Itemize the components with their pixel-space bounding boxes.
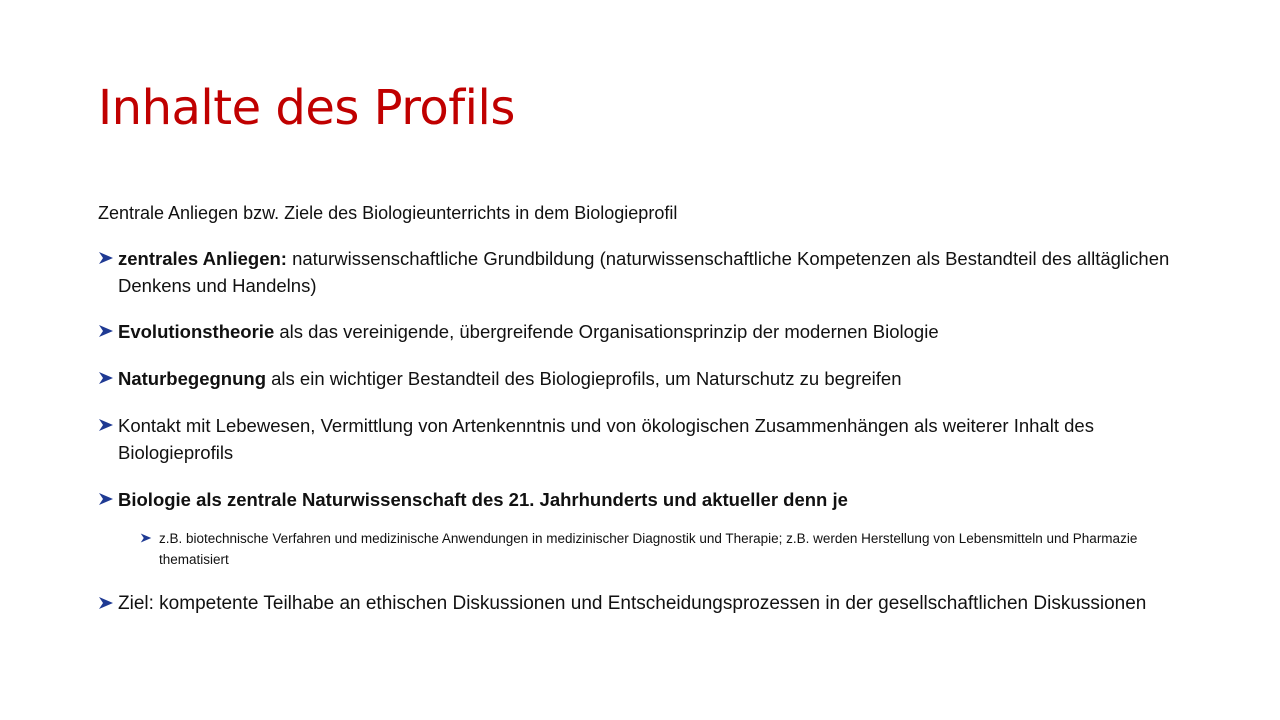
arrowhead-bullet-icon (140, 532, 152, 544)
intro-text: Zentrale Anliegen bzw. Ziele des Biologieunterrichts in dem Biologieprofil (98, 203, 678, 223)
bullet-bold: Naturbegegnung (118, 368, 266, 389)
slide-title: Inhalte des Profils (98, 80, 515, 136)
arrowhead-bullet-icon (98, 250, 114, 266)
bullet-item (98, 590, 1188, 617)
bullet-item (98, 412, 1188, 466)
arrowhead-bullet-icon (98, 323, 114, 339)
bullet-bold: Evolutionstheorie (118, 321, 275, 342)
bullet-text: Ziel: kompetente Teilhabe an ethischen Diskussionen und Entscheidungsprozessen in der gesellschaftlichen Diskussionen (118, 593, 1147, 614)
arrowhead-bullet-icon (98, 491, 114, 507)
bullet-item (98, 486, 1188, 513)
sub-bullet-item (140, 528, 1160, 570)
arrowhead-bullet-icon (98, 417, 114, 433)
sub-bullet-text: z.B. biotechnische Verfahren und medizinische Anwendungen in medizinischer Diagnostik und Therapie; z.B. werden Herstellung von Lebensmitteln und Pharmazie thematisiert (159, 531, 1138, 567)
bullet-item (98, 365, 1188, 392)
bullet-bold: Biologie als zentrale Naturwissenschaft des 21. Jahrhunderts und aktueller denn je (118, 489, 848, 510)
bullet-item (98, 318, 1188, 345)
bullet-text: als das vereinigende, übergreifende Organisationsprinzip der modernen Biologie (274, 321, 939, 342)
bullet-text: als ein wichtiger Bestandteil des Biologieprofils, um Naturschutz zu begreifen (266, 368, 902, 389)
arrowhead-bullet-icon (98, 595, 114, 611)
arrowhead-bullet-icon (98, 370, 114, 386)
bullet-text: Kontakt mit Lebewesen, Vermittlung von Artenkenntnis und von ökologischen Zusammenhängen als weiterer Inhalt des Biologieprofils (118, 415, 1094, 463)
bullet-bold: zentrales Anliegen: (118, 248, 287, 269)
bullet-text: naturwissenschaftliche Grundbildung (naturwissenschaftliche Kompetenzen als Bestandteil des alltäglichen Denkens und Handelns) (118, 248, 1170, 296)
bullet-item (98, 245, 1188, 299)
